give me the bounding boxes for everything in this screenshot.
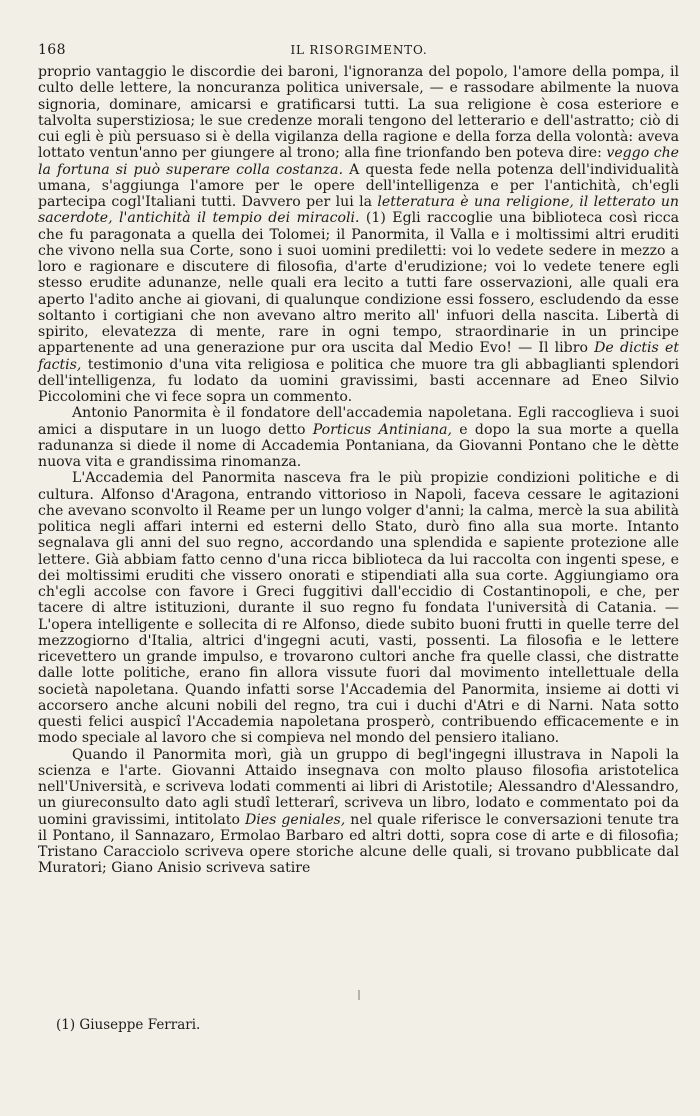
body-text: [38, 64, 679, 877]
italic-phrase: Dies geniales,: [244, 811, 346, 828]
text-run: L'Accademia del Panormita nasceva fra le più propizie condizioni politiche e di cultura. Alfonso d'Aragona, entrando vittorioso in Napoli, faceva cessare le agitazioni che avevano sconvolto il Reame per un lungo volger d'anni; la calma, mercè la sua abilità politica negli affari interni ed esterni dello Stato, durò fino alla sua morte. Intanto segnalava gli anni del suo regno, accordando una splendida e sapiente protezione alle lettere. Già abbiam fatto cenno d'una ricca biblioteca da lui raccolta con ingenti spese, e dei moltissimi eruditi che vissero onorati e stipendiati alla sua corte. Aggiungiamo ora ch'egli accolse con favore i Greci fuggitivi dall'eccidio di Costantinopoli, e che, per tacere di altre istituzioni, durante il suo regno fu fondata l'università di Catania. — L'opera intelligente e sollecita di re Alfonso, diede subito buoni frutti in quelle terre del mezzogiorno d'Italia, altrici d'ingegni acuti, vasti, possenti. La filosofia e le lettere ricevettero un grande impulso, e trovarono cultori anche fra quelle classi, che distratte dalle lotte politiche, erano fin allora vissute fuori dal movimento intellettuale della società napoletana. Quando infatti sorse l'Accademia del Panormita, insieme ai dotti vi accorsero anche alcuni nobili del regno, tra cui i duchi d'Atri e di Narni. Nata sotto questi felici auspicî l'Accademia napoletana prosperò, contribuendo efficacemente e in modo speciale al lavoro che si compieva nel mondo del pensiero italiano.: [38, 470, 679, 747]
italic-phrase: De dictis et factis,: [38, 340, 679, 373]
text-run: Antonio Panormita è il fondatore dell'accademia napoletana. Egli raccoglieva i suoi amici a disputare in un luogo detto: [38, 405, 679, 438]
footnote: (1) Giuseppe Ferrari.: [56, 1017, 201, 1033]
text-run: nel quale riferisce le conversazioni tenute tra il Pontano, il Sannazaro, Ermolao Barbaro ed altri dotti, sopra cose di arte e di filosofia; Tristano Caracciolo scriveva opere storiche alcune delle quali, si trovano pubblicate dal Muratori; Giano Anisio scriveva satire: [38, 811, 679, 877]
paragraph: [38, 405, 679, 470]
paragraph: [38, 747, 679, 877]
italic-phrase: veggo che la fortuna si può superare colla costanza.: [38, 145, 680, 178]
italic-phrase: letteratura è una religione, il letterato un sacerdote, l'antichità il tempio dei miracoli.: [38, 194, 679, 227]
italic-phrase: Porticus Antiniana,: [312, 421, 452, 438]
page-header: [38, 42, 680, 62]
text-run: A questa fede nella potenza dell'individualità umana, s'aggiunga l'amore per le opere dell'intelligenza e per l'antichità, ch'egli partecipa cogl'Italiani tutti. Davvero per lui la: [38, 161, 679, 210]
page-number: 168: [38, 42, 66, 58]
running-head: IL RISORGIMENTO.: [290, 43, 428, 57]
text-run: Quando il Panormita morì, già un gruppo di begl'ingegni illustrava in Napoli la scienza e l'arte. Giovanni Attaido insegnava con molto plauso filosofia aristotelica nell'Università, e scriveva lodati commenti ai libri di Aristotile; Alessandro d'Alessandro, un giureconsulto dato agli studî letterarî, scriveva un libro, lodato e commentato poi da uomini gravissimi, intitolato: [38, 746, 679, 828]
paragraph: [38, 64, 679, 405]
text-run: proprio vantaggio le discordie dei baroni, l'ignoranza del popolo, l'amore della pompa, il culto delle lettere, la noncuranza politica universale, — e rassodare abilmente la nuova signoria, dominare, amicarsi e gratificarsi tutti. La sua religione è cosa esteriore e talvolta superstiziosa; le sue credenze morali tengono del letterario e dell'astratto; ciò di cui egli è più persuaso si è della vigilanza della ragione e della forza della volontà: aveva lottato ventun'anno per giungere al trono; alla fine trionfando ben poteva dire:: [38, 64, 679, 162]
text-run: (1) Egli raccoglie una biblioteca così ricca che fu paragonata a quella dei Tolomei; il Panormita, il Valla e i moltissimi altri eruditi che vivono nella sua Corte, sono i suoi uomini prediletti: voi lo vedete sedere in mezzo a loro e ragionare e discutere di filosofia, d'arte d'erudizione; voi lo vedete tenere egli stesso erudite adunanze, nelle quali era lecito a tutti fare osservazioni, alle quali era aperto l'adito anche ai giovani, di qualunque condizione essi fossero, escludendo da esse soltanto i cortigiani che non avevano altro merito all' infuori della nascita. Libertà di spirito, elevatezza di mente, rare in ogni tempo, straordinarie in un principe appartenente ad una generazione pur ora uscita dal Medio Evo! — Il libro: [38, 210, 679, 357]
text-run: e dopo la sua morte a quella radunanza si diede il nome di Accademia Pontaniana, da Giovanni Pontano che le dètte nuova vita e grandissima rinomanza.: [38, 421, 679, 470]
paragraph: [38, 470, 679, 746]
text-run: testimonio d'una vita religiosa e politica che muore tra gli abbaglianti splendori dell'intelligenza, fu lodato da uomini gravissimi, basti accennare ad Eneo Silvio Piccolomini che vi fece sopra un commento.: [38, 356, 679, 405]
divider-mark: [358, 990, 360, 1000]
